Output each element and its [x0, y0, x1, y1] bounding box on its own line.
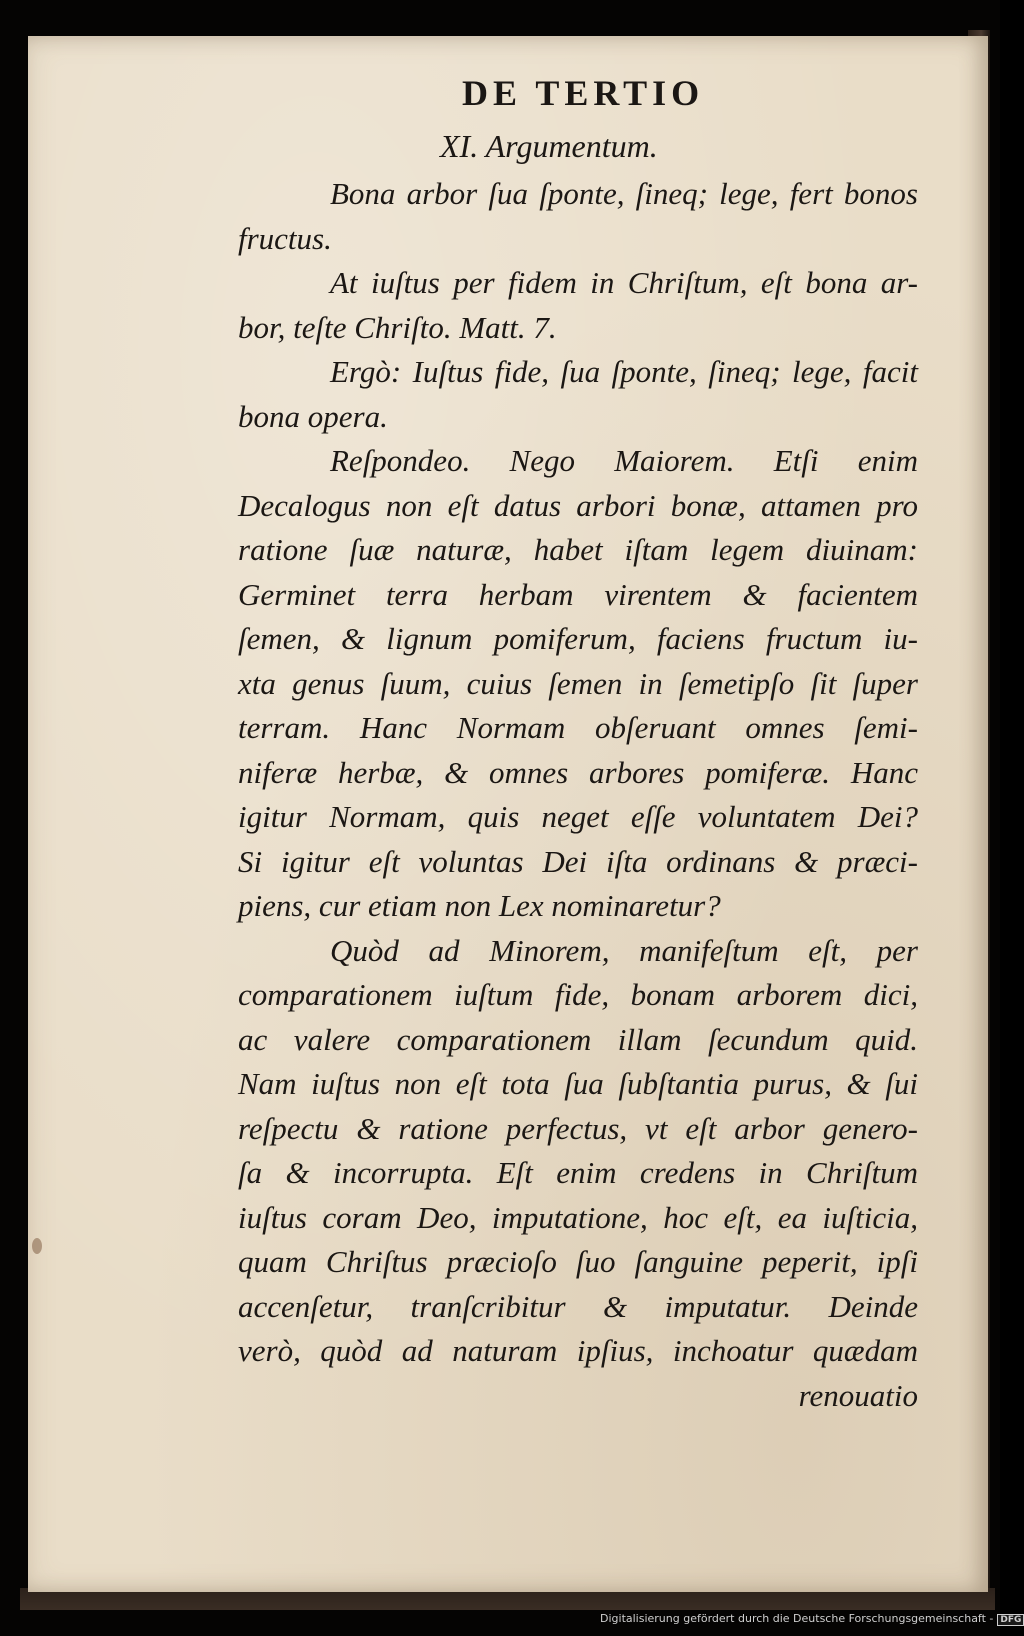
text-line: Reſpondeo. Nego Maiorem. Etſi enim — [330, 443, 918, 478]
ink-stain — [32, 1238, 42, 1254]
text-line: Nam iuſtus non eſt tota ſua ſubſtantia purus, & ſui — [238, 1066, 918, 1101]
text-line: piens, cur etiam non Lex nominaretur? — [238, 888, 721, 923]
text-line: bor, teſte Chriſto. Matt. 7. — [238, 309, 557, 345]
text-line: ſemen, & lignum pomiferum, faciens fructum iu- — [238, 621, 918, 656]
text-line: At iuſtus per fidem in Chriſtum, eſt bona ar- — [330, 265, 918, 300]
text-line: bona opera. — [238, 398, 388, 434]
running-header: DE TERTIO — [462, 73, 705, 113]
digitization-credit — [600, 1612, 1024, 1626]
text-line: accenſetur, tranſcribitur & imputatur. Deinde — [238, 1288, 918, 1324]
text-line: ac valere comparationem illam ſecundum quid. — [238, 1021, 918, 1057]
catchword: renouatio — [798, 1377, 918, 1413]
section-heading: XI. Argumentum. — [440, 128, 658, 164]
text-line: comparationem iuſtum fide, bonam arborem dici, — [238, 977, 918, 1012]
text-line: niferæ herbæ, & omnes arbores pomiferæ. Hanc — [238, 754, 918, 790]
text-line: ſa & incorrupta. Eſt enim credens in Chriſtum — [238, 1155, 918, 1190]
text-line: Quòd ad Minorem, manifeſtum eſt, per — [330, 932, 918, 968]
text-line: quam Chriſtus præcioſo ſuo ſanguine peperit, ipſi — [238, 1244, 918, 1279]
text-line: igitur Normam, quis neget eſſe voluntatem Dei? — [238, 799, 918, 834]
text-line: Si igitur eſt voluntas Dei iſta ordinans & præci- — [238, 843, 918, 879]
text-line: Bona arbor ſua ſponte, ſineq; lege, fert bonos — [330, 176, 918, 211]
text-line: terram. Hanc Normam obſeruant omnes ſemi- — [238, 710, 918, 745]
page-body-text — [238, 172, 918, 1418]
text-line: Ergò: Iuſtus fide, ſua ſponte, ſineq; lege, facit — [330, 354, 918, 389]
text-line: reſpectu & ratione perfectus, vt eſt arbor genero- — [238, 1110, 918, 1146]
text-line: verò, quòd ad naturam ipſius, inchoatur quædam — [238, 1333, 918, 1368]
text-line: iuſtus coram Deo, imputatione, hoc eſt, ea iuſticia, — [238, 1199, 918, 1235]
text-line: ratione ſuæ naturæ, habet iſtam legem diuinam: — [238, 532, 918, 567]
text-line: Decalogus non eſt datus arbori bonæ, attamen pro — [238, 487, 918, 523]
text-line: fructus. — [238, 220, 332, 256]
text-line: xta genus ſuum, cuius ſemen in ſemetipſo ſit ſuper — [238, 665, 918, 701]
credit-text: Digitalisierung gefördert durch die Deutsche Forschungsgemeinschaft - — [600, 1612, 994, 1625]
text-line: Germinet terra herbam virentem & facientem — [238, 576, 918, 612]
dfg-logo: DFG — [997, 1614, 1024, 1626]
